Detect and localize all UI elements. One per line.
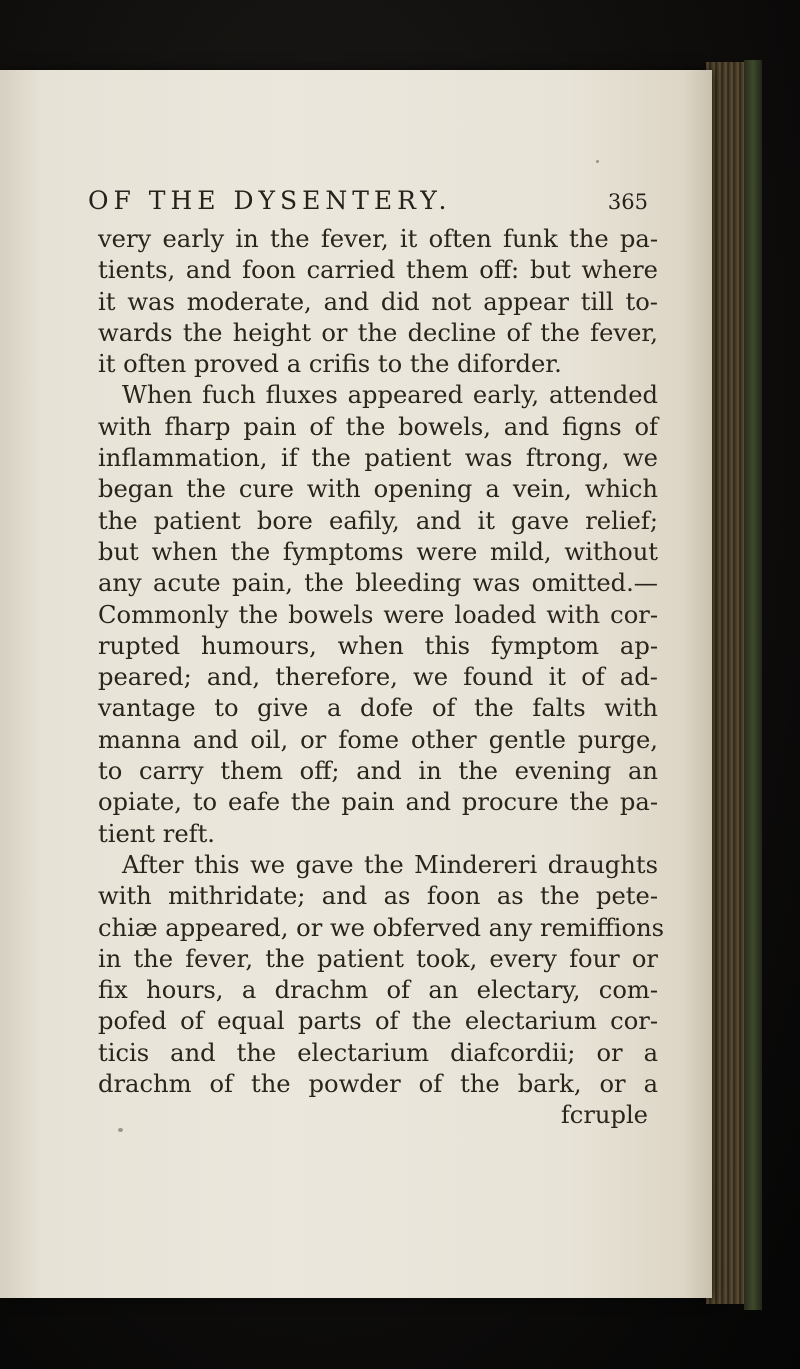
text-line: After this we gave the Mindereri draughts <box>122 850 658 879</box>
text-line: fix hours, a drachm of an electary, com- <box>98 976 658 1005</box>
text-line: the patient bore eafily, and it gave relief; <box>98 506 658 535</box>
text-line: peared; and, therefore, we found it of ad- <box>98 663 658 692</box>
text-line: rupted humours, when this fymptom ap- <box>98 631 658 660</box>
text-line: manna and oil, or fome other gentle purge, <box>98 725 658 754</box>
text-line: drachm of the powder of the bark, or a <box>98 1070 658 1099</box>
text-line: with mithridate; and as foon as the pete- <box>98 882 658 911</box>
paper-speck <box>596 160 599 163</box>
book-binding <box>744 60 762 1310</box>
text-line: ticis and the electarium diafcordii; or a <box>98 1038 658 1067</box>
text-line: very early in the fever, it often funk the pa- <box>98 225 658 253</box>
page-number: 365 <box>607 190 648 214</box>
text-line: wards the height or the decline of the fever, <box>98 318 658 347</box>
text-line: inflammation, if the patient was ftrong, we <box>98 444 658 473</box>
running-head <box>88 186 648 215</box>
page-edges <box>706 62 746 1304</box>
text-line: began the cure with opening a vein, which <box>98 475 658 504</box>
chapter-title: OF THE DYSENTERY. <box>88 186 452 215</box>
text-line: tient reft. <box>98 819 215 848</box>
body-text <box>98 224 665 1132</box>
text-line: in the fever, the patient took, every four or <box>98 944 658 973</box>
text-line: with fharp pain of the bowels, and figns of <box>98 412 658 441</box>
catchword: fcruple <box>560 1101 648 1130</box>
text-line: Commonly the bowels were loaded with cor- <box>98 600 658 629</box>
text-line: opiate, to eafe the pain and procure the pa- <box>98 788 658 817</box>
text-line: to carry them off; and in the evening an <box>98 757 658 786</box>
text-line: it often proved a crifis to the diforder. <box>98 350 562 379</box>
text-line: but when the fymptoms were mild, without <box>98 537 658 566</box>
text-line: chiæ appeared, or we obferved any remiffions <box>98 913 665 942</box>
text-line: vantage to give a dofe of the falts with <box>98 694 658 723</box>
text-line: it was moderate, and did not appear till to- <box>98 287 658 316</box>
text-line: any acute pain, the bleeding was omitted.— <box>98 569 658 598</box>
text-line: When fuch fluxes appeared early, attended <box>122 381 658 410</box>
text-line: tients, and foon carried them off: but where <box>98 256 658 285</box>
text-line: pofed of equal parts of the electarium cor- <box>98 1007 658 1036</box>
